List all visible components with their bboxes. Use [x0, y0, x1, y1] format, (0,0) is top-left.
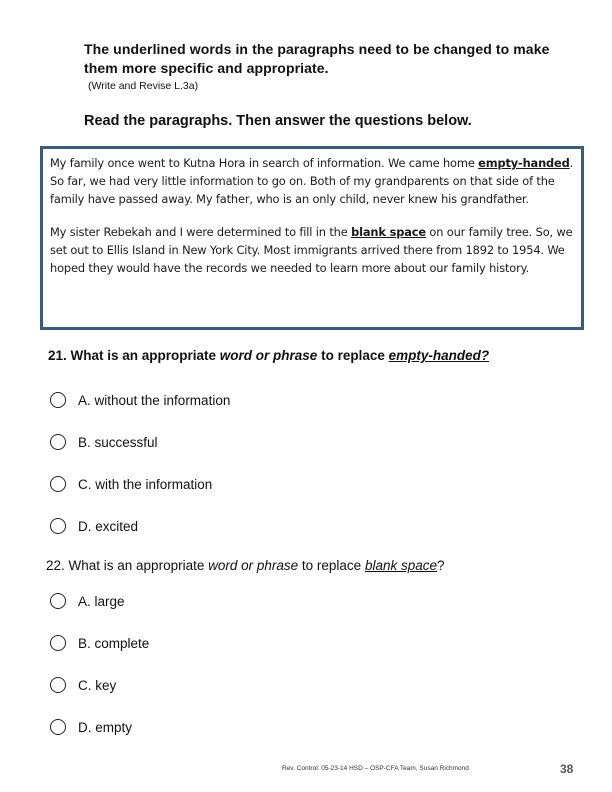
standard-label: (Write and Revise L.3a) [88, 80, 199, 92]
q22-suffix: ? [437, 558, 445, 573]
q21-option-a[interactable] [50, 392, 230, 408]
underlined-blank-space: blank space [351, 225, 426, 239]
q21-middle: to replace [317, 348, 389, 363]
q22-option-c[interactable] [50, 677, 116, 693]
radio-circle-icon[interactable] [50, 719, 66, 735]
q21-target: empty-handed? [388, 348, 490, 363]
q22-middle: to replace [298, 558, 365, 573]
option-label: D. excited [78, 518, 139, 534]
q21-option-b[interactable] [50, 434, 158, 450]
footer-revision: Rev. Control: 05-23-14 HSD – OSP-CFA Team, Susan Richmond [282, 765, 469, 772]
q22-option-b[interactable] [50, 635, 149, 651]
q21-prefix: 21. What is an appropriate [48, 348, 220, 363]
passage-box [40, 146, 584, 330]
instructions: The underlined words in the paragraphs need to be changed to make them more specific and appropriate. [84, 41, 550, 76]
q22-option-d[interactable] [50, 719, 132, 735]
q21-option-c[interactable] [50, 476, 212, 492]
paragraph-2 [50, 223, 574, 277]
p2-text-b: on our family tree. So, we set out to Ellis Island in New York City. Most immigrants arrived there from 1892 to 1954. We hoped they would have the records we needed to learn more about our family history. [50, 225, 573, 275]
q21-italic: word or phrase [219, 348, 318, 363]
option-label: C. key [78, 677, 117, 693]
option-label: C. with the information [78, 476, 213, 492]
q22-italic: word or phrase [208, 558, 299, 573]
radio-circle-icon[interactable] [50, 434, 66, 450]
question-21 [48, 348, 489, 363]
q22-prefix: 22. What is an appropriate [46, 558, 209, 573]
page-number: 38 [560, 762, 574, 776]
q22-target: blank space [364, 558, 437, 573]
option-label: B. successful [78, 434, 158, 450]
radio-circle-icon[interactable] [50, 677, 66, 693]
radio-circle-icon[interactable] [50, 593, 66, 609]
option-label: A. without the information [78, 392, 231, 408]
question-22 [46, 558, 445, 573]
radio-circle-icon[interactable] [50, 392, 66, 408]
radio-circle-icon[interactable] [50, 635, 66, 651]
q22-option-a[interactable] [50, 593, 125, 609]
p1-text-a: My family once went to Kutna Hora in search of information. We came home [50, 156, 479, 170]
option-label: B. complete [78, 635, 150, 651]
read-heading: Read the paragraphs. Then answer the questions below. [84, 113, 472, 129]
radio-circle-icon[interactable] [50, 476, 66, 492]
q21-option-d[interactable] [50, 518, 138, 534]
p2-text-a: My sister Rebekah and I were determined to fill in the [50, 225, 352, 239]
option-label: A. large [78, 593, 125, 609]
option-label: D. empty [78, 719, 133, 735]
underlined-empty-handed: empty-handed [478, 156, 570, 170]
radio-circle-icon[interactable] [50, 518, 66, 534]
p1-text-b: . So far, we had very little information to go on. Both of my grandparents on that side of the family have passed away. My father, who is an only child, never knew his grandfather. [50, 156, 574, 206]
paragraph-1 [50, 154, 574, 208]
